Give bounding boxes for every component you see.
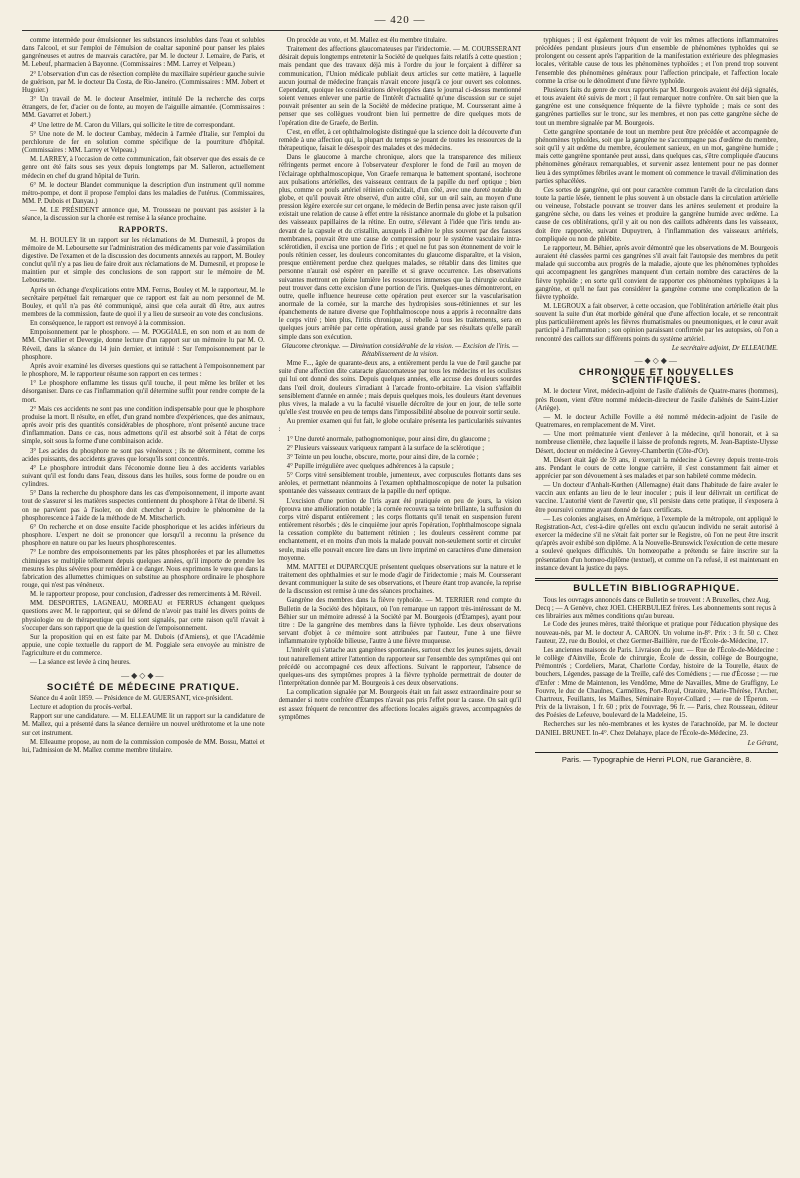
paragraph: En conséquence, le rapport est renvoyé à la commission. (30, 320, 186, 328)
paragraph: Dans le glaucome à marche chronique, alors que la transparence des milieux réfringents permet encore à l'observateur d'explorer le fond de l'œil au moyen de l'éclairage ophthalmoscopique, Von Graefe remarqua le battement spontané, isochrone aux pulsations artérielles, des vaisseaux centraux de la papille du nerf optique ; bien plus, comme ce pouls artériel rétinien coïncidait, d'un côté, avec une dureté notable du globe, et qu'il pouvait être observé, d'un autre côté, sur un œil sain, au moyen d'une pression légère exercée sur cet organe, le médecin de Berlin pensa avec juste raison qu'il existait une relation de cause à effet entre la résistance anormale du globe et la pulsation des vaisseaux papillaires de la rétine. En outre, s'élevant à l'idée que l'iris tendu au-devant de la capsule et du cristallin, auxquels il adhère le plus souvent par des fausses membranes, pouvait être une cause de compression pour le système vasculaire intra-sclérotidien, il excisa une portion de l'iris ; et quel ne fut pas son étonnement de voir le pouls rétinien cesser, les douleurs concomitantes du glaucome disparaître, et la vision, presque entièrement perdue chez quelques malades, se rétablir dans des limites que personne n'aurait osé espérer en pareille et si grave occurrence. Les observations suivantes mettront en pleine lumière les ressources immenses que la chirurgie oculaire peut trouver dans cette excision d'une portion de l'iris. Quelques-unes démontreront, en outre, quelle influence heureuse cette opération peut exercer sur la vascularisation anormale de la cornée, sur la marche des hydropisies sous-rétiniennes et sur les épanchements de nature diverse que l'ophthalmoscope nous a appris à reconnaître dans le corps vitré ; bien plus, l'iritis chronique, si rebelle à tous les traitements, sera en quelques jours arrêtée par cette opération, aussi grande par ses résultats qu'elle paraît simple dans son exécution. (278, 154, 522, 341)
paragraph: M. le rapporteur propose, pour conclusion, d'adresser des remerciments à M. Réveil. (30, 591, 262, 599)
paragraph: Le Code des jeunes mères, traité théorique et pratique pour l'éducation physique des nouveau-nés, par M. le docteur A. CARON. Un volume in-8°. Prix : 3 fr. 50 c. Chez l'auteur, 22, rue du Bouloi, et chez Germer-Baillière, rue de l'École-de-Médecine, 17. (535, 621, 779, 645)
paragraph: 1° Une dureté anormale, pathognomonique, pour ainsi dire, du glaucome ; (286, 435, 490, 443)
column-3 (535, 37, 778, 1165)
section-rule (535, 578, 778, 581)
paragraph: — M. LE PRÉSIDENT annonce que, M. Trousseau ne pouvant pas assister à la séance, la discussion sur la chorée est remise à la séance prochaine. (22, 207, 265, 223)
paragraph: On procède au vote, et M. Mallez est élu membre titulaire. (286, 37, 447, 44)
printer-imprint: Paris. — Typographie de Henri PLON, rue Garancière, 8. (561, 754, 752, 764)
footer-rule (535, 752, 778, 753)
page-number: — 420 — (374, 14, 426, 26)
ornament-divider: —◆◇◆— (121, 670, 166, 680)
paragraph: 2° L'observation d'un cas de résection complète du maxillaire supérieur gauche suivie de guérison, par M. le docteur Da Costa, de Rio-Janeiro. (Commissaires : MM. Jobert et Huguier.) (22, 70, 265, 94)
paragraph: Traitement des affections glaucomateuses par l'iridectomie. — M. COURSSERANT désirait depuis longtemps entretenir la Société de quelques faits relatifs à cette question ; mais pendant que des travaux déjà mis à l'ordre du jour le forçaient à différer sa communication, l'Union médicale publiait deux articles sur cette matière, à laquelle aucun journal de médecine français n'avait encore jusqu'à ce jour ouvert ses colonnes. Cependant, quoique les considérations développées dans le journal ci-dessus mentionné soient venues enlever une partie de l'intérêt d'actualité qu'une discussion sur ce sujet pouvait présenter au sein de la Société de médecine pratique, M. Coursserant aime à penser que ses collègues voudront bien lui permettre de dire quelques mots de l'opération dite de Graefe, de Berlin. (278, 46, 522, 127)
paragraph: 5° Une note de M. le docteur Cambay, médecin à l'armée d'Italie, sur l'emploi du perchlorure de fer en solution comme spécifique de la pourriture d'hôpital. (Commissaires : MM. Larrey et Velpeau.) (22, 130, 265, 155)
paragraph: 4° Le phosphore introduit dans l'économie donne lieu à des accidents variables suivant qu'il est fondu dans l'eau, dissous dans les huiles, sous forme de poudre ou en cylindres. (22, 464, 265, 489)
paragraph: 5° Dans la recherche du phosphore dans les cas d'empoisonnement, il importe avant tout de s'assurer si les matières suspectes contiennent du phosphore à l'état de liberté. Si on ne parvient pas à l'isoler, on doit chercher à produire le phénomène de la phosphorescence à l'aide de la méthode de M. Mitscherlich. (22, 490, 265, 522)
section-heading-chronique: CHRONIQUE ET NOUVELLES SCIENTIFIQUES. (578, 367, 735, 387)
paragraph: MM. MATTEI et DUPARCQUE présentent quelques observations sur la nature et le traitement des ophthalmies et sur le mode d'agir de l'iridectomie ; mais M. Coursserant devant communiquer la suite de ses observations, et l'heure étant trop avancée, la reprise de la discussion est remise à une des séances prochaines. (278, 563, 522, 596)
paragraph: Plusieurs faits du genre de ceux rapportés par M. Bourgeois avaient été déjà signalés, et tous avaient été suivis de mort ; il faut remarquer notre confrère. On sait bien que la gangrène est une conséquence fréquente de la fièvre typhoïde ; mais ce sont des gangrènes partielles sur le tronc, sur les membres, et non pas cette gangrène sèche de tout un membre signalée par M. Bourgeois. (535, 86, 779, 127)
ornament-divider: —◆◇◆— (634, 355, 679, 365)
paragraph: Sur la proposition qui en est faite par M. Dubois (d'Amiens), et que l'Académie appuie, une copie textuelle du rapport de M. Poggiale sera envoyée au ministre de l'agriculture et du commerce. (22, 633, 265, 658)
paragraph: 3° Teinte un peu louche, obscure, morte, pour ainsi dire, de la cornée ; (286, 453, 479, 461)
column-2 (279, 37, 522, 1165)
paragraph: Après avoir examiné les diverses questions qui se rattachent à l'empoisonnement par le phosphore, M. le rapporteur résume son rapport en ces termes : (22, 362, 265, 379)
paragraph: L'excision d'une portion de l'iris ayant été pratiquée en peu de jours, la vision éprouva une amélioration notable ; la cornée recouvra sa teinte brillante, la suffusion du corps vitré disparut entièrement ; les corps flottants qu'il tenait en suspension furent entièrement résorbés ; dès le cinquième jour après l'opération, l'ophthalmoscope signala la cessation complète du battement rétinien ; les douleurs cessèrent comme par enchantement, et en moins d'un mois la malade pouvait non-seulement sortir et circuler seule, mais elle pouvait encore lire dans un livre imprimé en caractères d'une dimension moyenne. (278, 497, 522, 562)
columns (22, 37, 778, 1165)
paragraph: Lecture et adoption du procès-verbal. (30, 704, 133, 712)
paragraph: typhiques ; il est également fréquent de voir les mêmes affections inflammatoires précédées pendant plusieurs jours d'un ensemble de phénomènes typhoïdes qui se prolongent ou cessent après l'apparition de la manifestation extérieure des phlegmasies locales, véritable cause de tous les phénomènes typhoïdes ; et l'on prend trop souvent l'ensemble des phénomènes généraux pour l'affection principale, et l'affection locale comme la crise ou le dénoûment d'une fièvre typhoïde. (535, 37, 779, 85)
paragraph: Recherches sur les néo-membranes et les kystes de l'arachnoïde, par M. le docteur DANIEL BRUNET. In-4°. Chez Delahaye, place de l'École-de-Médecine, 23. (535, 721, 779, 737)
paragraph: Mme F..., âgée de quarante-deux ans, a entièrement perdu la vue de l'œil gauche par suite d'une affection dite cataracte glaucomateuse par tous les médecins et les oculistes qui lui ont donné des soins. Depuis quelques années, elle accuse des douleurs sourdes dans l'œil droit, douleurs s'irradiant à l'arcade fronto-orbitaire. La vision s'affaiblit sensiblement d'année en année ; mais depuis quelques mois, les douleurs étant devenues plus vives, la malade a vu la faculté visuelle décroître de jour en jour, de telle sorte qu'elle s'est trouvée en peu de temps dans l'impossibilité absolue de pouvoir sortir seule. (278, 360, 522, 417)
paragraph: M. Désert était âgé de 59 ans, il exerçait la médecine à Gevrey depuis trente-trois ans. Pendant le cours de cette longue carrière, il s'est constamment fait aimer et apprécier par son dévouement à ses malades et par son habileté comme médecin. (535, 456, 779, 480)
section-heading-rapports: RAPPORTS. (118, 225, 168, 235)
section-heading-societe: SOCIÉTÉ DE MÉDECINE PRATIQUE. (46, 681, 240, 693)
paragraph: Cette gangrène spontanée de tout un membre peut être précédée et accompagnée de phénomènes typhoïdes, soit que la gangrène ne s'accompagne pas d'œdème du membre, soit qu'il y ait œdème du membre, écoulement sanieux, en un mot, gangrène humide ; mais cette gangrène spontanée peut aussi, dans quelques cas, s'être compliquée d'aucuns phénomènes généraux remarquables, et survenir assez lentement pour ne pas donner lieu à des symptômes fébriles avant le moment où commence le travail d'élimination des parties sphacélées. (535, 128, 779, 185)
case-title: Glaucome chronique. — Diminution considérable de la vision. — Excision de l'iris. — Rétablissement de la vision. (281, 342, 519, 358)
paragraph: Après un échange d'explications entre MM. Ferrus, Bouley et M. le rapporteur, M. le secrétaire perpétuel fait remarquer que ce rapport est fait au nom personnel de M. Bouley, et qu'il n'a pas été communiqué, ainsi que cela aurait dû être, aux autres membres de la commission, faute de quoi il y a lieu de surseoir au vote des conclusions. (22, 286, 265, 318)
header-rule (22, 30, 778, 31)
signature: Le secrétaire adjoint, Dr ELLEAUME. (671, 344, 779, 352)
paragraph: M. le docteur Viret, médecin-adjoint de l'asile d'aliénés de Quatre-mares (hommes), près Rouen, vient d'être nommé médecin-directeur de l'asile d'aliénés de Saint-Lizier (Ariège). (535, 388, 779, 412)
paragraph: 7° Le nombre des empoisonnements par les pâtes phosphorées et par les allumettes chimiques se multiplie tellement depuis quelques années, qu'il importe de prendre les mesures les plus sévères pour remédier à ce danger. Nous exprimons le vœu que dans la fabrication des allumettes chimiques on substitue au phosphore ordinaire le phosphore rouge, qui n'est pas vénéneux. (22, 549, 265, 589)
paragraph: comme intermède pour émulsionner les substances insolubles dans l'eau et solubles dans l'alcool, et sur l'emploi de l'émulsion de coaltar saponiné pour panser les plaies gangréneuses et autres de mauvais caractère, par M. le docteur J. Lemaire, de Paris, et M. Lebeuf, pharmacien à Bayonne. (Commissaires : MM. Larrey et Velpeau.) (22, 37, 265, 69)
paragraph: — La séance est levée à cinq heures. (30, 659, 131, 667)
paragraph: M. Elleaume propose, au nom de la commission composée de MM. Bossu, Mattei et lui, l'admission de M. Mallez comme membre titulaire. (22, 738, 265, 754)
paragraph: C'est, en effet, à cet ophthalmologiste distingué que la science doit la découverte d'un remède à une affection qui, la plupart du temps se jouant de toutes les ressources de la thérapeutique, faisait le désespoir des malades et des médecins. (278, 128, 522, 153)
paragraph: 3° Un travail de M. le docteur Anselmier, intitulé De la recherche des corps étrangers, de fer, d'acier ou de fonte, au moyen de l'aiguille aimantée. (Commissaires : MM. Gavarret et Jobert.) (22, 96, 265, 120)
paragraph: — Un docteur d'Anhalt-Kœthen (Allemagne) était dans l'habitude de faire avaler le vaccin aux enfants au lieu de le leur inoculer ; puis il leur délivrait un certificat de vaccine. L'autorité vient de l'avertir que, s'il persiste dans cette pratique, il s'exposera à être poursuivi comme ayant donné de faux certificats. (535, 482, 779, 514)
paragraph: 2° Plusieurs vaisseaux variqueux rampant à la surface de la sclérotique ; (286, 444, 485, 452)
paragraph: Le rapporteur, M. Béhier, après avoir démontré que les observations de M. Bourgeois auraient été classées parmi ces gangrènes s'il avait fait l'autopsie des membres du petit malade qui succomba aux progrès de la maladie, ajoute que les phénomènes typhoïdes qui accompagnent les gangrènes manquent d'un certain nombre des caractères de la fièvre typhoïde ; en sorte qu'il convient de rapporter ces phénomènes typhoïques à la gangrène, et qu'il ne faut pas considérer la gangrène comme une complication de la fièvre typhoïde. (535, 244, 779, 301)
paragraph: 3° Les acides du phosphore ne sont pas vénéneux ; ils ne déterminent, comme les acides puissants, des accidents graves que lorsqu'ils sont concentrés. (22, 447, 265, 463)
paragraph: M. LEGROUX a fait observer, à cette occasion, que l'oblitération artérielle était plus souvent la suite d'un état morbide général que d'une affection locale, et se rencontrait plus particulièrement après les fièvres rhumatismales ou pneumoniques, et le cœur avait participé à l'inflammation ; son opinion paraissant confirmée par les autopsies, où l'on a rencontré des caillots sur différents points du système artériel. (535, 303, 779, 343)
paragraph: L'intérêt qui s'attache aux gangrènes spontanées, surtout chez les jeunes sujets, devait tout naturellement attirer l'attention du rapporteur sur l'ensemble des symptômes qui ont précédé ou accompagné ces deux affections. Suivant le rapporteur, l'absence de quelques-uns des symptômes propres à la fièvre typhoïde permettrait de douter de l'interprétation donnée par M. Bourgeois à ces deux observations. (278, 647, 522, 688)
paragraph: Rapport sur une candidature. — M. ELLEAUME lit un rapport sur la candidature de M. Mallez, qui a présenté dans la séance dernière un nouvel uréthrotome et la une note sur cet instrument. (22, 713, 265, 737)
column-1 (22, 37, 265, 1165)
paragraph: — M. le docteur Achille Foville a été nommé médecin-adjoint de l'asile de Quatremares, en remplacement de M. Viret. (535, 413, 779, 430)
paragraph: Séance du 4 août 1859. — Présidence de M. GUERSANT, vice-président. (30, 694, 233, 702)
paragraph: 6° On recherche et on dose ensuite l'acide phosphorique et les acides inférieurs du phosphore. L'expert ne doit se prononcer que lorsqu'il a reconnu la présence du phosphore en nature ou par les lueurs phosphorescentes. (22, 523, 265, 548)
paragraph: M. LARREY, à l'occasion de cette communication, fait observer que des essais de ce genre ont été faits sous ses yeux depuis longtemps par M. Salleron, actuellement médecin en chef du grand hôpital de Turin. (22, 156, 265, 180)
paragraph: La complication signalée par M. Bourgeois était un fait assez extraordinaire pour se demander si notre confrère d'Étampes n'avait pas pris l'effet pour la cause. On sait qu'il est assez fréquent de rencontrer des affections locales aiguës graves, accompagnées de symptômes (278, 689, 522, 721)
paragraph: 5° Corps vitré sensiblement trouble, jumenteux, avec corpuscules flottants dans ses aréoles, et permettant néanmoins à l'examen ophthalmoscopique de noter la pulsation spontanée des vaisseaux centraux de la papille du nerf optique. (278, 472, 522, 496)
paragraph: 6° M. le docteur Blandet communique la description d'un instrument qu'il nomme métro-pompe, et dont il propose l'emploi dans les maladies de l'utérus. (Commissaires, MM. P. Dubois et Danyau.) (22, 181, 265, 205)
paragraph: M. H. BOULEY lit un rapport sur les réclamations de M. Dumesnil, à propos du mémoire de M. Leboursette sur l'administration des médicaments par voie d'assimilation digestive. De l'examen et de la discussion des documents annexés au rapport, M. Bouley conclut qu'il n'y a pas lieu de faire droit aux réclamations de M. Dumesnil, et propose le maintien pur et simple des conclusions de son rapport sur le mémoire de M. Leboursette. (22, 236, 265, 285)
bulletin-notice: Tous les ouvrages annoncés dans ce Bulletin se trouvent : A Bruxelles, chez Aug. Decq ; — A Genève, chez JOEL CHERBULIEZ frères. Les abonnements sont reçus à ces librairies aux mêmes conditions qu'au bureau. (535, 596, 776, 621)
paragraph: MM. DESPORTES, LAGNEAU, MOREAU et FERRUS échangent quelques questions avec M. le rapporteur, qui se défend de n'avoir pas traité les divers points de physiologie ou de thérapeutique qui lui sont signalés, par cette raison qu'il n'avait à s'occuper dans son rapport que de la question de l'empoisonnement. (22, 600, 265, 632)
gerant-line: Le Gérant, (747, 738, 779, 747)
paragraph: 1° Le phosphore enflamme les tissus qu'il touche, il peut même les brûler et les désorganiser. Dans ce cas l'inflammation qu'il détermine suffit pour rendre compte de la mort. (22, 380, 265, 404)
paragraph: Empoisonnement par le phosphore. — M. POGGIALE, en son nom et au nom de MM. Chevallier et Devergie, donne lecture d'un rapport sur un mémoire lu par M. O. Réveil, dans la séance du 14 juin dernier, et intitulé : Sur l'empoisonnement par le phosphore. (22, 329, 265, 361)
paragraph: 2° Mais ces accidents ne sont pas une condition indispensable pour que le phosphore produise la mort. Il résulte, en effet, d'un grand nombre d'expériences, que des animaux, après avoir pris des quantités considérables de phosphore, n'ont présenté aucune trace d'inflammation. Dans ce cas, nous admettons qu'il est absorbé soit à l'état de corps simple, soit sous la forme d'une combinaison acide. (22, 405, 265, 446)
paragraph: 4° Pupille irrégulière avec quelques adhérences à la capsule ; (286, 462, 454, 470)
paragraph: Les anciennes maisons de Paris. Livraison du jour. — Rue de l'École-de-Médecine : le collège d'Ainville, École de chirurgie, École de dessin, collège de Bourgogne, Prémontrés ; Cordeliers, Marat, Charlotte Corday, histoire de la Tourelle, étaux de bouchers, Légendes, passage de la Treille, café des Comédiens ; — rue d'Écosse ; — rue d'Enfer : Mme de Maintenon, les Vendôme, Mme de Navailles, Mme de Graffigny, Le Fouvre, le duc de Chaulnes, Carmélites, Port-Royal, Oratoire, Marie-Thérèse, l'Archer, Chartreux, Feuillants, les Mailhes, Séminaire Royer-Collard ; — rue de l'Éperon. — Prix de la livraison, 1 fr. 60 ; prix de l'ouvrage, 96 fr. — Paris, chez Rousseau, éditeur des Poésies de Lefeuve, boulevard de la Madeleine, 15. (535, 646, 779, 720)
section-heading-bulletin: BULLETIN BIBLIOGRAPHIQUE. (573, 582, 741, 594)
paragraph: 4° Une lettre de M. Caron du Villars, qui sollicite le titre de correspondant. (30, 121, 235, 129)
paragraph: Ces sortes de gangrène, qui ont pour caractère commun l'arrêt de la circulation dans toute la partie lésée, tiennent le plus souvent à un obstacle dans la circulation artérielle ou veineuse, l'obstacle pouvant se trouver dans les artères seulement et produire la gangrène sèche, ou dans les veines et produire la gangrène humide avec œdème. La cause de ces oblitérations, qu'il y ait ou non des caillots adhérents dans les vaisseaux, doit être rapportée, suivant Dupuytren, à l'inflammation des vaisseaux artériels, compliquée ou non de phlébite. (535, 186, 779, 243)
paragraph: Au premier examen qui fut fait, le globe oculaire présenta les particularités suivantes : (278, 418, 522, 434)
paragraph: Gangrène des membres dans la fièvre typhoïde. — M. TERRIER rend compte du Bulletin de la Société des hôpitaux, où l'on remarque un rapport très-intéressant de M. Béhier sur un mémoire adressé à la Société par M. Bourgeois (d'Étampes), ayant pour titre : De la gangrène des membres dans la fièvre typhoïde. Les deux observations servant d'objet à ce mémoire sont attribuées par l'auteur, l'une à une fièvre inflammatoire typhoïde bilieuse, l'autre à une fièvre muqueuse. (278, 597, 522, 646)
paragraph: — Les colonies anglaises, en Amérique, à l'exemple de la métropole, ont appliqué le Registration-Act, c'est-à-dire qu'elles ont exclu qu'aucun individu ne serait autorisé à exercer la médecine s'il ne s'était fait porter sur le Registre, où l'on ne peut être inscrit qu'après avoir exhibé son diplôme. A la Nouvelle-Brunswick l'exécution de cette mesure a soulevé quelques difficultés. Un homœopathe a prétendu se faire inscrire sur la présentation d'un homœo-diplôme (textuel), et comme on l'a refusé, il est maintenant en instance devant la justice du pays. (535, 515, 779, 572)
paragraph: — Une mort prématurée vient d'enlever à la médecine, qu'il honorait, et à sa nombreuse clientèle, chez laquelle il laisse de profonds regrets, M. Jean-Baptiste-Ulysse Désert, docteur en médecine à Gevrey-Chambertin (Côte-d'Or). (535, 431, 779, 455)
